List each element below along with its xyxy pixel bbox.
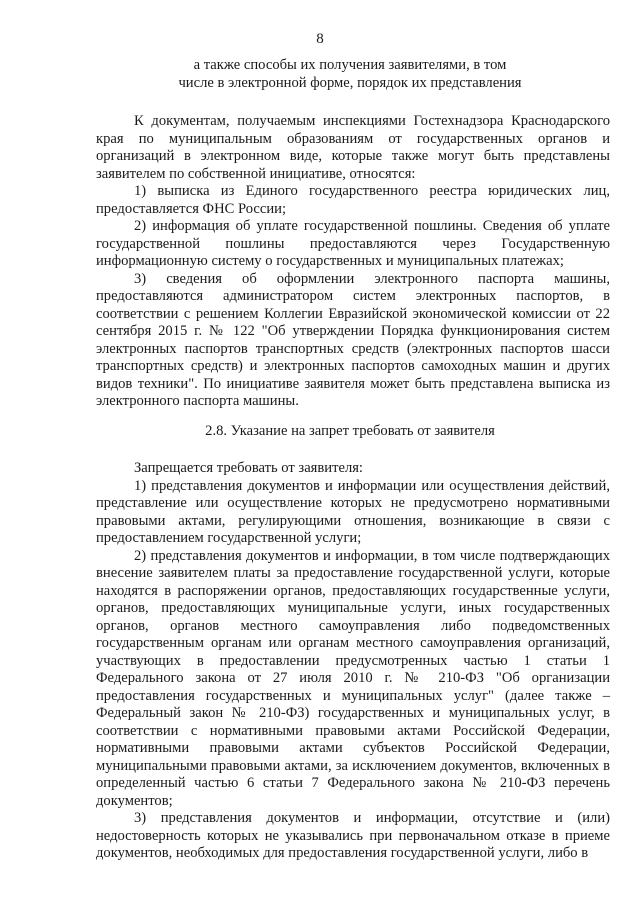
prohibition-item-3: 3) представления документов и информации, отсутствие и (или) недостоверность которых не указывались при первоначальном отказе в приеме документов, необходимых для предоставления государственной услуги, либо в	[96, 810, 610, 861]
section-heading-top-line2: числе в электронной форме, порядок их представления	[178, 74, 522, 91]
section-heading-2-8: 2.8. Указание на запрет требовать от заявителя	[205, 423, 495, 439]
prohibition-intro: Запрещается требовать от заявителя:	[134, 460, 363, 476]
intro-item-2: 2) информация об уплате государственной пошлины. Сведения об уплате государственной пошлины предоставляются через Государственную информационную систему о государственных и муниципальных платежах;	[96, 218, 610, 269]
page-number: 8	[316, 31, 324, 47]
prohibition-text-block	[96, 460, 610, 863]
section-heading-top	[60, 57, 640, 92]
intro-item-1: 1) выписка из Единого государственного реестра юридических лиц, предоставляется ФНС России;	[96, 183, 610, 217]
prohibition-item-1: 1) представления документов и информации или осуществления действий, представление или осуществление которых не предусмотрено нормативными правовыми актами, регулирующими отношения, возникающие в связи с предоставлением государственной услуги;	[96, 477, 610, 546]
prohibition-item-2: 2) представления документов и информации, в том числе подтверждающих внесение заявителем платы за предоставление государственной услуги, которые находятся в распоряжении органов, предоставляющих государственные услуги, органов, предоставляющих муниципальные услуги, иных государственных органов, органов местного самоуправления либо подведомственных государственным органам или органам местного самоуправления организаций, участвующих в предоставлении предусмотренных частью 1 статьи 1 Федерального закона от 27 июля 2010 г. № 210-ФЗ "Об организации предоставления государственных и муниципальных услуг" (далее также – Федеральный закон № 210-ФЗ) государственных и муниципальных услуг, в соответствии с нормативными правовыми актами Российской Федерации, нормативными правовыми актами субъектов Российской Федерации, муниципальными правовыми актами, за исключением документов, включенных в определенный частью 6 статьи 7 Федерального закона № 210-ФЗ перечень документов;	[96, 547, 610, 809]
intro-item-3: 3) сведения об оформлении электронного паспорта машины, предоставляются администратором систем электронных паспортов, в соответствии с решением Коллегии Евразийской экономической комиссии от 22 сентября 2015 г. № 122 "Об утверждении Порядка функционирования систем электронных паспортов транспортных средств (электронных паспортов шасси транспортных средств) и электронных паспортов самоходных машин и других видов техники". По инициативе заявителя может быть представлена выписка из электронного паспорта машины.	[96, 270, 610, 409]
section-heading-top-line1: а также способы их получения заявителями, в том	[193, 57, 507, 73]
intro-paragraph: К документам, получаемым инспекциями Гостехнадзора Краснодарского края по муниципальным образованиям от государственных органов и организаций в электронном виде, которые также могут быть представлены заявителем по собственной инициативе, относятся:	[96, 113, 610, 182]
intro-text-block	[96, 113, 610, 411]
